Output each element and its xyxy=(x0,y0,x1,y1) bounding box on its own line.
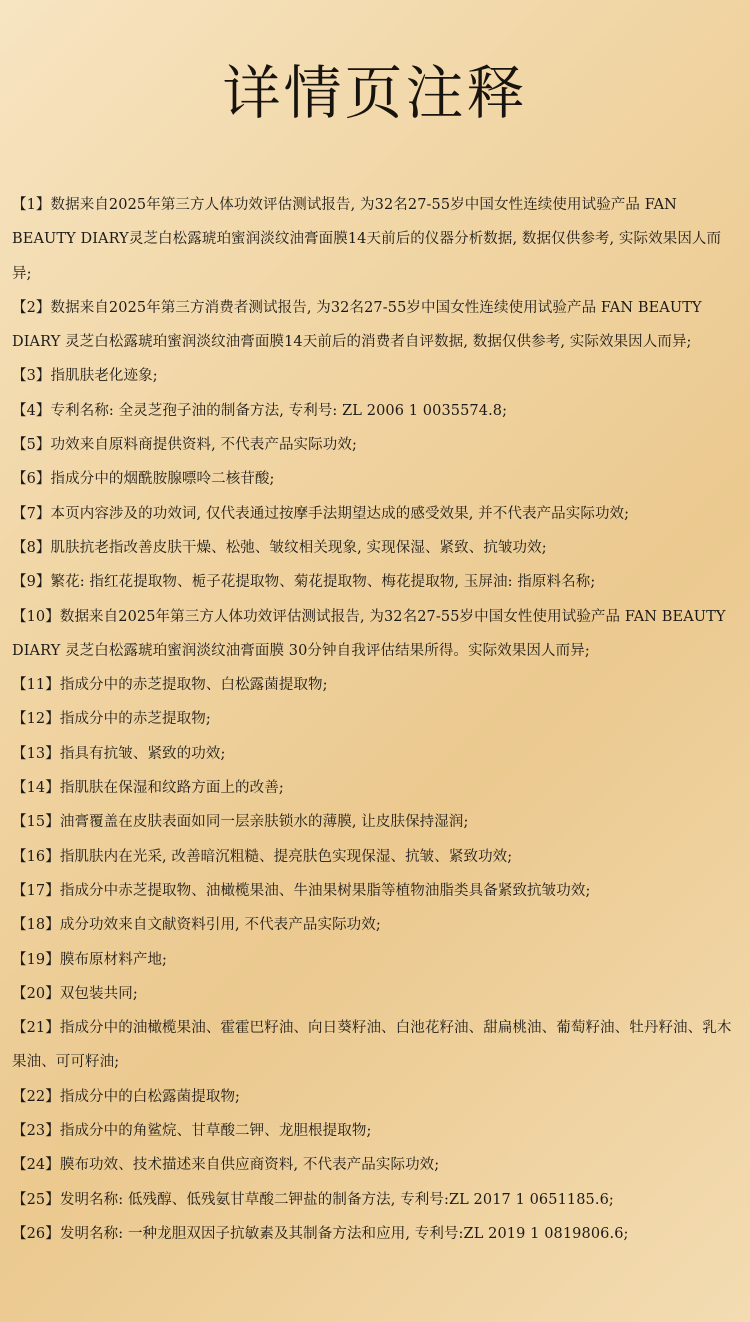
note-item: 【5】功效来自原料商提供资料, 不代表产品实际功效; xyxy=(12,437,357,454)
note-item: 【19】膜布原材料产地; xyxy=(12,951,168,968)
note-item: 【26】发明名称: 一种龙胆双因子抗敏素及其制备方法和应用, 专利号:ZL 2019 1 0819806.6; xyxy=(12,1225,629,1242)
note-item: 【14】指肌肤在保湿和纹路方面上的改善; xyxy=(12,780,284,797)
note-item: 【6】指成分中的烟酰胺腺嘌呤二核苷酸; xyxy=(12,471,275,488)
notes-list xyxy=(12,188,740,1251)
note-item: 【10】数据来自2025年第三方人体功效评估测试报告, 为32名27-55岁中国女性使用试验产品 FAN BEAUTY DIARY 灵芝白松露琥珀蜜润淡纹油膏面膜 30分钟自我评估结果所得。实际效果因人而异; xyxy=(12,608,726,659)
note-item: 【13】指具有抗皱、紧致的功效; xyxy=(12,745,226,762)
note-item: 【2】数据来自2025年第三方消费者测试报告, 为32名27-55岁中国女性连续使用试验产品 FAN BEAUTY DIARY 灵芝白松露琥珀蜜润淡纹油膏面膜14天前后的消费者自评数据, 数据仅供参考, 实际效果因人而异; xyxy=(12,299,702,351)
note-item: 【18】成分功效来自文献资料引用, 不代表产品实际功效; xyxy=(12,917,381,934)
note-item: 【21】指成分中的油橄榄果油、霍霍巴籽油、向日葵籽油、白池花籽油、甜扁桃油、葡萄籽油、牡丹籽油、乳木果油、可可籽油; xyxy=(12,1020,732,1071)
note-item: 【12】指成分中的赤芝提取物; xyxy=(12,711,211,728)
note-item: 【16】指肌肤内在光采, 改善暗沉粗糙、提亮肤色实现保湿、抗皱、紧致功效; xyxy=(12,848,513,865)
note-item: 【25】发明名称: 低残醇、低残氨甘草酸二钾盐的制备方法, 专利号:ZL 2017 1 0651185.6; xyxy=(12,1191,614,1208)
note-item: 【20】双包装共同; xyxy=(12,985,138,1002)
note-item: 【4】专利名称: 全灵芝孢子油的制备方法, 专利号: ZL 2006 1 0035574.8; xyxy=(12,402,508,419)
note-item: 【1】数据来自2025年第三方人体功效评估测试报告, 为32名27-55岁中国女性连续使用试验产品 FAN BEAUTY DIARY灵芝白松露琥珀蜜润淡纹油膏面膜14天前后的仪器分析数据, 数据仅供参考, 实际效果因人而异; xyxy=(12,197,722,282)
note-item: 【22】指成分中的白松露菌提取物; xyxy=(12,1088,241,1105)
note-item: 【7】本页内容涉及的功效词, 仅代表通过按摩手法期望达成的感受效果, 并不代表产品实际功效; xyxy=(12,505,630,522)
note-item: 【11】指成分中的赤芝提取物、白松露菌提取物; xyxy=(12,677,328,694)
note-item: 【3】指肌肤老化迹象; xyxy=(12,368,158,385)
note-item: 【9】繁花: 指红花提取物、栀子花提取物、菊花提取物、梅花提取物, 玉屏油: 指原料名称; xyxy=(12,574,596,591)
page-title: 详情页注释 xyxy=(222,59,528,127)
note-item: 【8】肌肤抗老指改善皮肤干燥、松弛、皱纹相关现象, 实现保湿、紧致、抗皱功效; xyxy=(12,539,547,556)
note-item: 【15】油膏覆盖在皮肤表面如同一层亲肤锁水的薄膜, 让皮肤保持湿润; xyxy=(12,814,469,831)
note-item: 【24】膜布功效、技术描述来自供应商资料, 不代表产品实际功效; xyxy=(12,1157,440,1174)
note-item: 【17】指成分中赤芝提取物、油橄榄果油、牛油果树果脂等植物油脂类具备紧致抗皱功效; xyxy=(12,882,591,899)
note-item: 【23】指成分中的角鲨烷、甘草酸二钾、龙胆根提取物; xyxy=(12,1123,372,1140)
